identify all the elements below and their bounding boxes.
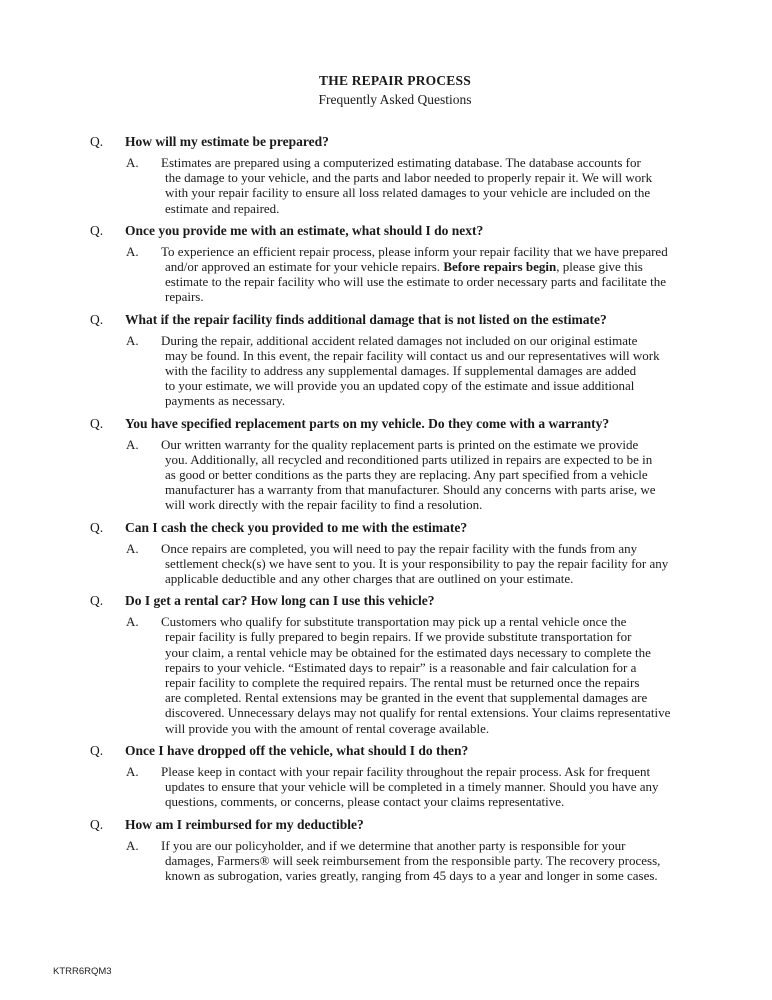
answer-line: Customers who qualify for substitute transportation may pick up a rental vehicle once the	[161, 614, 627, 630]
faq-answer	[0, 155, 772, 216]
question-text: Once you provide me with an estimate, what should I do next?	[125, 222, 484, 238]
faq-question	[0, 222, 772, 241]
question-label: Q.	[90, 816, 104, 832]
answer-label: A.	[126, 614, 139, 630]
faq-question	[0, 133, 772, 152]
question-label: Q.	[90, 415, 104, 431]
answer-emphasis: Before repairs begin	[443, 259, 557, 275]
question-text: How am I reimbursed for my deductible?	[125, 816, 364, 832]
answer-line: you. Additionally, all recycled and reconditioned parts utilized in repairs are expected to be in	[165, 451, 653, 467]
faq-item	[0, 415, 772, 513]
document-header	[0, 72, 772, 109]
answer-line: with your repair facility to ensure all loss related damages to your vehicle are included on the	[165, 185, 651, 201]
answer-label: A.	[126, 540, 139, 556]
faq-question	[0, 415, 772, 434]
answer-line: If you are our policyholder, and if we determine that another party is responsible for your	[161, 837, 626, 853]
faq-answer	[0, 541, 772, 587]
faq-answer	[0, 614, 772, 736]
page-subtitle: Frequently Asked Questions	[318, 92, 472, 107]
answer-line: To experience an efficient repair process, please inform your repair facility that we have prepared	[161, 243, 668, 259]
faq-item	[0, 816, 772, 884]
answer-label: A.	[126, 243, 139, 259]
question-label: Q.	[90, 311, 104, 327]
faq-item	[0, 311, 772, 409]
faq-answer	[0, 244, 772, 305]
answer-label: A.	[126, 763, 139, 779]
answer-line: with the facility to address any supplemental damages. If supplemental damages are added	[165, 363, 637, 379]
answer-line: the damage to your vehicle, and the parts and labor needed to properly repair it. We will work	[165, 170, 653, 186]
faq-question	[0, 519, 772, 538]
answer-line: as good or better conditions as the parts they are replacing. Any part specified from a vehicle	[165, 467, 648, 483]
question-label: Q.	[90, 742, 104, 758]
answer-line: known as subrogation, varies greatly, ranging from 45 days to a year and longer in some cases.	[165, 867, 658, 883]
answer-line: your claim, a rental vehicle may be obtained for the estimated days necessary to complete the	[165, 644, 651, 660]
question-text: Once I have dropped off the vehicle, what should I do then?	[125, 742, 469, 758]
answer-label: A.	[126, 332, 139, 348]
question-text: Can I cash the check you provided to me with the estimate?	[125, 519, 468, 535]
faq-question	[0, 742, 772, 761]
faq-answer	[0, 764, 772, 810]
question-label: Q.	[90, 519, 104, 535]
answer-line: applicable deductible and any other charges that are outlined on your estimate.	[165, 571, 574, 587]
question-text: What if the repair facility finds additional damage that is not listed on the estimate?	[125, 311, 607, 327]
answer-line: Estimates are prepared using a computerized estimating database. The database accounts for	[161, 155, 641, 170]
answer-line: Please keep in contact with your repair facility throughout the repair process. Ask for frequent	[161, 763, 651, 779]
answer-line: damages, Farmers® will seek reimbursement from the responsible party. The recovery process,	[165, 852, 661, 868]
answer-line	[161, 259, 721, 274]
answer-line: repairs to your vehicle. “Estimated days to repair” is a reasonable and fair calculation for a	[165, 659, 637, 675]
question-label: Q.	[90, 593, 104, 609]
page-title: THE REPAIR PROCESS	[319, 73, 471, 88]
answer-text: , please give this	[556, 259, 643, 275]
answer-line: settlement check(s) we have sent to you. It is your responsibility to pay the repair facility for any	[165, 555, 669, 571]
answer-label: A.	[126, 436, 139, 452]
question-label: Q.	[90, 134, 104, 149]
faq-answer	[0, 437, 772, 513]
faq-item	[0, 133, 772, 216]
answer-label: A.	[126, 837, 139, 853]
answer-line: payments as necessary.	[165, 393, 286, 409]
faq-list	[0, 133, 772, 889]
faq-question	[0, 816, 772, 835]
answer-line: repair facility to complete the required repairs. The rental must be returned once the repairs	[165, 675, 640, 691]
answer-line: estimate and repaired.	[165, 200, 280, 216]
document-code: KTRR6RQM3	[53, 966, 112, 977]
answer-line: will provide you with the amount of rental coverage available.	[165, 720, 490, 736]
answer-line: repair facility is fully prepared to begin repairs. If we provide substitute transportation for	[165, 629, 632, 645]
answer-line: estimate to the repair facility who will use the estimate to order necessary parts and facilitate the	[165, 274, 667, 290]
answer-line: may be found. In this event, the repair facility will contact us and our representatives will work	[165, 347, 660, 363]
answer-line: updates to ensure that your vehicle will be completed in a timely manner. Should you have any	[165, 779, 659, 795]
answer-line: questions, comments, or concerns, please contact your claims representative.	[165, 794, 565, 810]
answer-line: Our written warranty for the quality replacement parts is printed on the estimate we provide	[161, 436, 639, 452]
faq-answer	[0, 838, 772, 884]
question-text: You have specified replacement parts on my vehicle. Do they come with a warranty?	[125, 415, 610, 431]
question-label: Q.	[90, 222, 104, 238]
answer-line: to your estimate, we will provide you an updated copy of the estimate and issue additional	[165, 378, 635, 394]
answer-text: and/or approved an estimate for your vehicle repairs.	[165, 259, 444, 275]
question-text: Do I get a rental car? How long can I use this vehicle?	[125, 593, 435, 609]
answer-line: are completed. Rental extensions may be granted in the event that supplemental damages are	[165, 690, 648, 706]
faq-answer	[0, 333, 772, 409]
answer-line: repairs.	[165, 289, 204, 305]
faq-item	[0, 519, 772, 587]
answer-line: will work directly with the repair facility to find a resolution.	[165, 497, 483, 513]
faq-question	[0, 592, 772, 611]
faq-question	[0, 311, 772, 330]
question-text: How will my estimate be prepared?	[125, 134, 329, 149]
answer-line: discovered. Unnecessary delays may not qualify for rental extensions. Your claims representative	[165, 705, 671, 721]
faq-item	[0, 222, 772, 305]
faq-item	[0, 742, 772, 810]
faq-item	[0, 592, 772, 736]
answer-line: During the repair, additional accident related damages not included on our original estimate	[161, 332, 638, 348]
answer-line: Once repairs are completed, you will need to pay the repair facility with the funds from any	[161, 540, 638, 556]
answer-label: A.	[126, 155, 139, 170]
answer-line: manufacturer has a warranty from that manufacturer. Should any concerns with parts arise, we	[165, 482, 656, 498]
